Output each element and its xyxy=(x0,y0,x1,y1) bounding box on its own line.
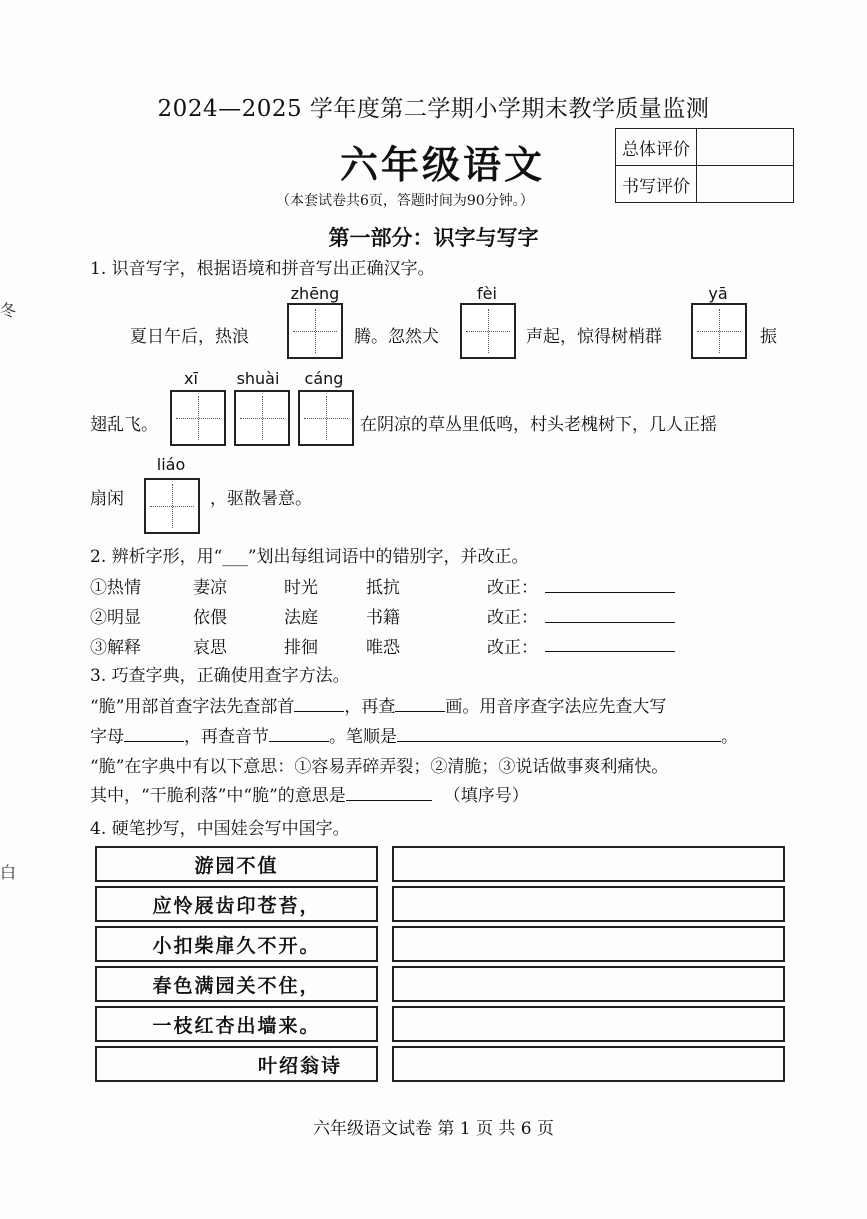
q3-line3: “脆”在字典中有以下意思：①容易弄碎弄裂；②清脆；③说话做事爽利痛快。 xyxy=(90,757,669,777)
char-box[interactable] xyxy=(234,390,290,446)
overall-score-label: 总体评价 xyxy=(616,129,697,166)
q3-text: ，再查音节 xyxy=(184,727,269,747)
q3-text: 字母 xyxy=(90,727,124,747)
copy-line-field[interactable] xyxy=(392,846,785,882)
correction-label: 改正： xyxy=(487,578,538,598)
q1-text: 翅乱飞。 xyxy=(90,415,158,435)
part1-title: 第一部分：识字与写字 xyxy=(328,225,539,250)
pinyin: xī xyxy=(184,369,198,388)
char-box[interactable] xyxy=(298,390,354,446)
q3-line2 xyxy=(90,722,738,747)
q3-text: ，再查 xyxy=(344,697,396,717)
char-box[interactable] xyxy=(460,303,516,359)
q1-text: 声起，惊得树梢群 xyxy=(526,327,662,347)
pinyin: fèi xyxy=(477,284,497,303)
copy-area xyxy=(392,846,785,1086)
page-footer: 六年级语文试卷 第 1 页 共 6 页 xyxy=(312,1119,555,1139)
word: 抵抗 xyxy=(366,578,400,598)
char-box[interactable] xyxy=(691,303,747,359)
word: 时光 xyxy=(284,578,318,598)
word: 排徊 xyxy=(284,638,318,658)
word: 书籍 xyxy=(366,608,400,628)
poem-line: 一枝红杏出墙来。 xyxy=(95,1006,378,1042)
q1-text: 扇闲 xyxy=(90,489,124,509)
subject-title: 六年级语文 xyxy=(340,142,546,187)
q1-text: 夏日午后，热浪 xyxy=(130,327,249,347)
correction-label: 改正： xyxy=(487,638,538,658)
q1-text: ，驱散暑意。 xyxy=(210,489,312,509)
q2-prompt: 2. 辨析字形，用“___”划出每组词语中的错别字，并改正。 xyxy=(90,547,529,567)
char-box[interactable] xyxy=(170,390,226,446)
stroke-count-blank[interactable] xyxy=(395,695,445,712)
writing-score-label: 书写评价 xyxy=(616,166,697,203)
q1-text: 腾。忽然犬 xyxy=(354,327,439,347)
overall-score-cell[interactable] xyxy=(697,129,794,166)
q3-text: 画。用音序查字法应先查大写 xyxy=(445,697,667,717)
copy-line-field[interactable] xyxy=(392,1006,785,1042)
copy-line-field[interactable] xyxy=(392,966,785,1002)
stroke-order-blank[interactable] xyxy=(397,725,721,742)
word: 哀思 xyxy=(193,638,227,658)
radical-blank[interactable] xyxy=(294,695,344,712)
meaning-blank[interactable] xyxy=(346,784,432,801)
syllable-blank[interactable] xyxy=(269,725,329,742)
q3-text: 其中，“干脆利落”中“脆”的意思是 xyxy=(90,786,346,806)
pinyin: yā xyxy=(708,284,728,303)
poem-title: 游园不值 xyxy=(95,846,378,882)
word: 唯恐 xyxy=(366,638,400,658)
poem-model xyxy=(95,846,378,1086)
poem-line: 春色满园关不住， xyxy=(95,966,378,1002)
char-box[interactable] xyxy=(144,478,200,534)
writing-score-cell[interactable] xyxy=(697,166,794,203)
score-table xyxy=(615,128,794,203)
q3-text: 。笔顺是 xyxy=(329,727,397,747)
poem-author: 叶绍翁诗 xyxy=(95,1046,378,1082)
poem-line: 小扣柴扉久不开。 xyxy=(95,926,378,962)
word: ②明显 xyxy=(90,608,141,628)
q3-prompt: 3. 巧查字典，正确使用查字方法。 xyxy=(90,666,350,686)
q3-text: 。 xyxy=(721,727,738,747)
edge-mark: 冬 xyxy=(0,301,17,320)
correction-label: 改正： xyxy=(487,608,538,628)
pinyin: zhēng xyxy=(290,284,340,303)
exam-title: 2024—2025 学年度第二学期小学期末教学质量监测 xyxy=(157,96,710,122)
q1-text: 在阴凉的草丛里低鸣，村头老槐树下，几人正摇 xyxy=(360,415,717,435)
correction-field[interactable] xyxy=(545,651,675,652)
word: 依偎 xyxy=(193,608,227,628)
word: 妻凉 xyxy=(193,578,227,598)
q3-line4 xyxy=(90,781,529,806)
exam-note: （本套试卷共6页，答题时间为90分钟。） xyxy=(276,193,534,209)
word: 法庭 xyxy=(284,608,318,628)
q3-text: （填序号） xyxy=(443,786,529,806)
poem-line: 应怜屐齿印苍苔， xyxy=(95,886,378,922)
q1-prompt: 1. 识音写字，根据语境和拼音写出正确汉字。 xyxy=(90,259,435,279)
char-box[interactable] xyxy=(287,303,343,359)
word: ①热情 xyxy=(90,578,141,598)
copy-line-field[interactable] xyxy=(392,926,785,962)
q3-line1 xyxy=(90,692,666,717)
correction-field[interactable] xyxy=(545,622,675,623)
correction-field[interactable] xyxy=(545,592,675,593)
edge-mark: 白 xyxy=(0,863,17,882)
copy-line-field[interactable] xyxy=(392,1046,785,1082)
word: ③解释 xyxy=(90,638,141,658)
q4-prompt: 4. 硬笔抄写，中国娃会写中国字。 xyxy=(90,819,350,839)
letter-blank[interactable] xyxy=(124,725,184,742)
q3-text: “脆”用部首查字法先查部首 xyxy=(90,697,295,717)
pinyin: shuài xyxy=(236,369,280,388)
pinyin: cáng xyxy=(304,369,344,388)
pinyin: liáo xyxy=(156,455,186,474)
q1-text: 振 xyxy=(760,327,777,347)
copy-line-field[interactable] xyxy=(392,886,785,922)
